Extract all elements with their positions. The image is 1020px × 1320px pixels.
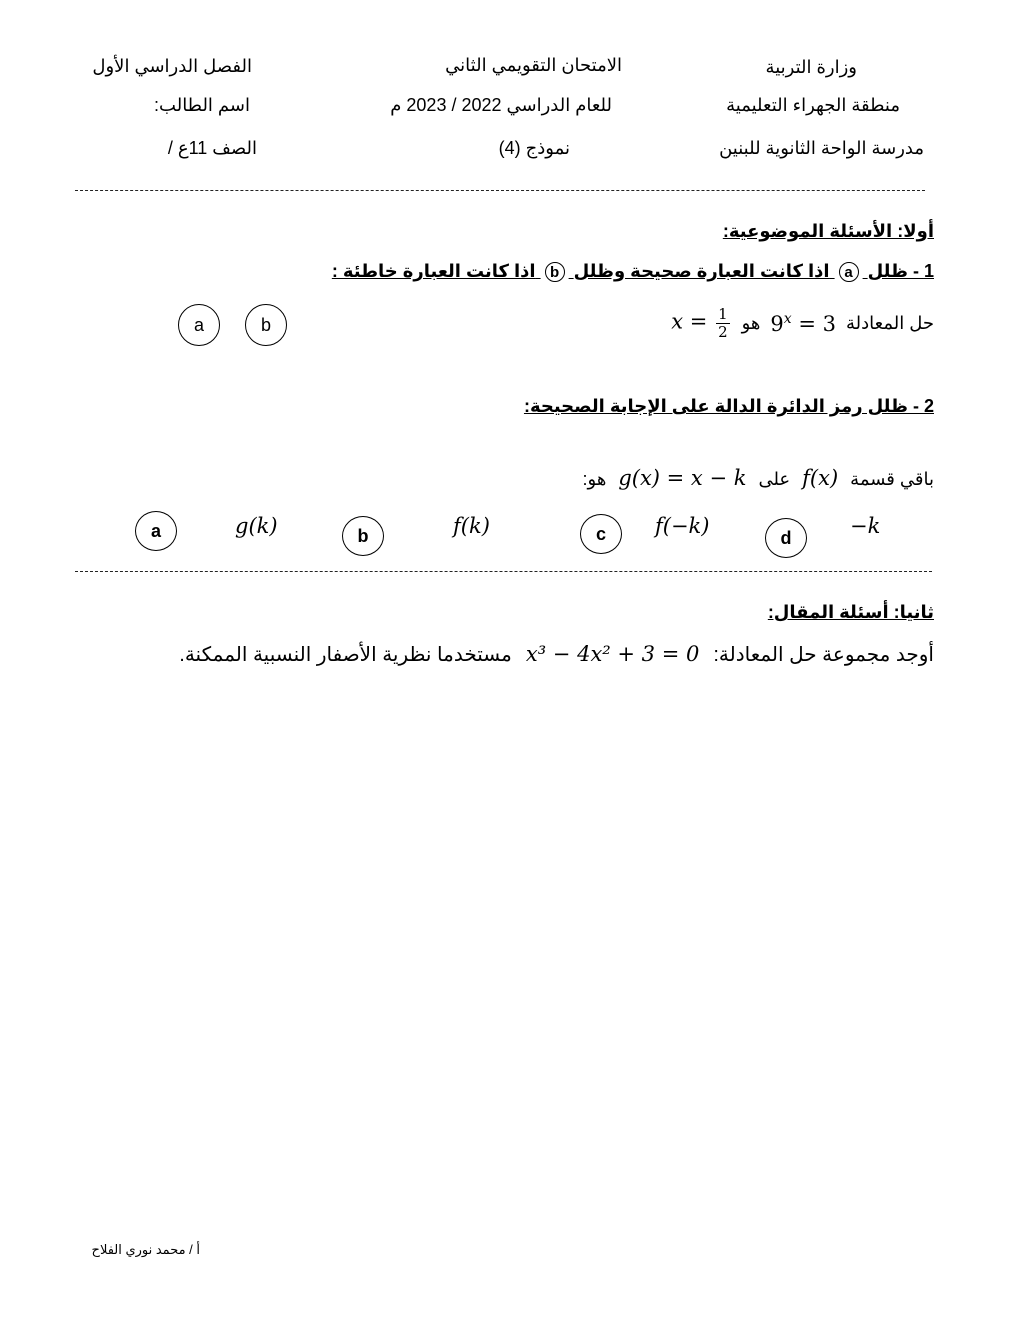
model-number: نموذج (4) — [498, 138, 570, 158]
section-divider — [75, 571, 932, 572]
q1-symbol-b: b — [545, 262, 565, 282]
class-label: الصف 11ع / — [167, 138, 257, 158]
q1-option-b-circle[interactable]: b — [245, 304, 287, 346]
q2-choice-d-circle[interactable]: d — [765, 518, 807, 558]
q1-equation: 9$^x$ = 3 — [770, 310, 837, 336]
q1-option-a-circle[interactable]: a — [178, 304, 220, 346]
q2-choice-b-value: f(k) — [453, 514, 490, 538]
header-divider — [75, 190, 925, 191]
q2-choice-d-value: −k — [850, 514, 881, 538]
student-name-label: اسم الطالب: — [154, 95, 250, 115]
objective-section-title: أولا: الأسئلة الموضوعية: — [722, 221, 934, 241]
essay-question — [179, 644, 934, 665]
q1-statement-mid: هو — [741, 313, 761, 333]
q1-instruction — [332, 262, 934, 282]
exam-title: الامتحان التقويمي الثاني — [445, 55, 622, 75]
essay-prefix: أوجد مجموعة حل المعادلة: — [713, 643, 934, 666]
q2-statement — [583, 468, 934, 489]
q2-fx: f(x) — [802, 466, 839, 490]
region-name: منطقة الجهراء التعليمية — [726, 95, 900, 115]
semester: الفصل الدراسي الأول — [92, 56, 252, 76]
q1-instruction-prefix: 1 - ظلل — [867, 261, 934, 281]
q2-text-prefix: باقي قسمة — [850, 468, 934, 489]
academic-year: للعام الدراسي 2022 / 2023 م — [390, 95, 612, 115]
q2-text-on: على — [758, 468, 791, 489]
q1-statement-prefix: حل المعادلة — [846, 313, 934, 333]
q2-choice-a-circle[interactable]: a — [135, 511, 177, 551]
author-signature: أ / محمد نوري الفلاح — [91, 1242, 200, 1257]
q2-choice-a-value: g(k) — [235, 514, 278, 538]
ministry-name: وزارة التربية — [765, 57, 857, 77]
q1-instruction-suffix: اذا كانت العبارة خاطئة : — [331, 261, 536, 281]
essay-suffix: مستخدما نظرية الأصفار النسبية الممكنة. — [179, 643, 512, 666]
q1-instruction-mid: اذا كانت العبارة صحيحة وظلل — [573, 261, 830, 281]
essay-section-title: ثانيا: أسئلة المقال: — [767, 602, 934, 622]
q1-symbol-a: a — [839, 262, 859, 282]
q2-choice-c-value: f(−k) — [655, 514, 710, 538]
q2-text-suffix: هو: — [582, 468, 607, 489]
q1-answer: x = $\frac{1}{2}$ — [671, 305, 728, 341]
q2-choice-c-circle[interactable]: c — [580, 514, 622, 554]
q1-statement — [671, 306, 934, 340]
q2-gx: g(x) = x − k — [618, 466, 747, 490]
school-name: مدرسة الواحة الثانوية للبنين — [719, 138, 924, 158]
q2-choice-b-circle[interactable]: b — [342, 516, 384, 556]
q2-instruction: 2 - ظلل رمز الدائرة الدالة على الإجابة الصحيحة: — [523, 396, 934, 416]
essay-equation: x³ − 4x² + 3 = 0 — [525, 642, 700, 666]
